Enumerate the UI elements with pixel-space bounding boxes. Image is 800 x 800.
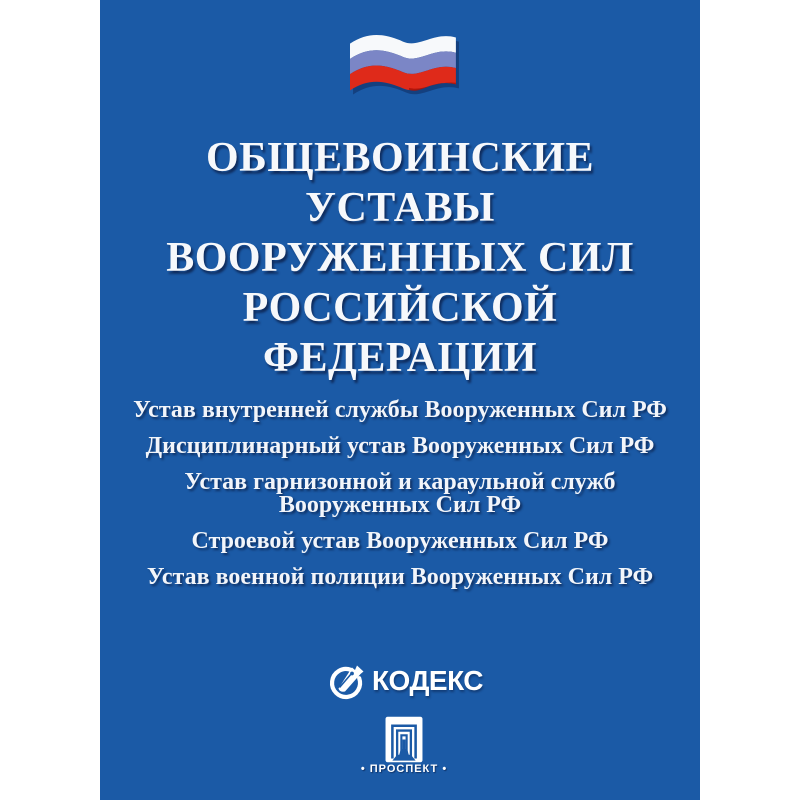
- prospekt-gate-emblem-icon: [385, 716, 423, 763]
- kodeks-logo: [100, 661, 700, 701]
- list-item: [100, 399, 700, 422]
- prospekt-label: • ПРОСПЕКТ •: [360, 763, 448, 775]
- list-item: [100, 471, 700, 517]
- regulations-list: [100, 399, 700, 602]
- list-item-text: Устав военной полиции Вооруженных Сил РФ: [146, 564, 654, 590]
- list-item-text: Вооруженных Сил РФ: [278, 492, 522, 518]
- russian-flag-icon: [350, 28, 462, 104]
- title-line-1: ОБЩЕВОИНСКИЕ: [205, 135, 595, 181]
- list-item: [100, 530, 700, 553]
- list-item-text: Строевой устав Вооруженных Сил РФ: [191, 528, 609, 554]
- book-title: [100, 133, 700, 383]
- title-line-5: ФЕДЕРАЦИИ: [262, 335, 538, 381]
- pen-nib-circle-icon: [327, 661, 367, 701]
- kodeks-label: КОДЕКС: [371, 665, 484, 696]
- title-line-4: РОССИЙСКОЙ: [242, 285, 558, 331]
- list-item: [100, 435, 700, 458]
- list-item: [100, 566, 700, 589]
- list-item-text: Дисциплинарный устав Вооруженных Сил РФ: [145, 433, 655, 459]
- title-line-2: УСТАВЫ: [305, 185, 495, 231]
- list-item-text: Устав внутренней службы Вооруженных Сил РФ: [133, 397, 667, 423]
- book-cover: [100, 0, 700, 800]
- title-line-3: ВООРУЖЕННЫХ СИЛ: [166, 235, 634, 281]
- list-item-text: Устав гарнизонной и караульной служб: [184, 469, 616, 495]
- prospekt-logo: [100, 716, 700, 775]
